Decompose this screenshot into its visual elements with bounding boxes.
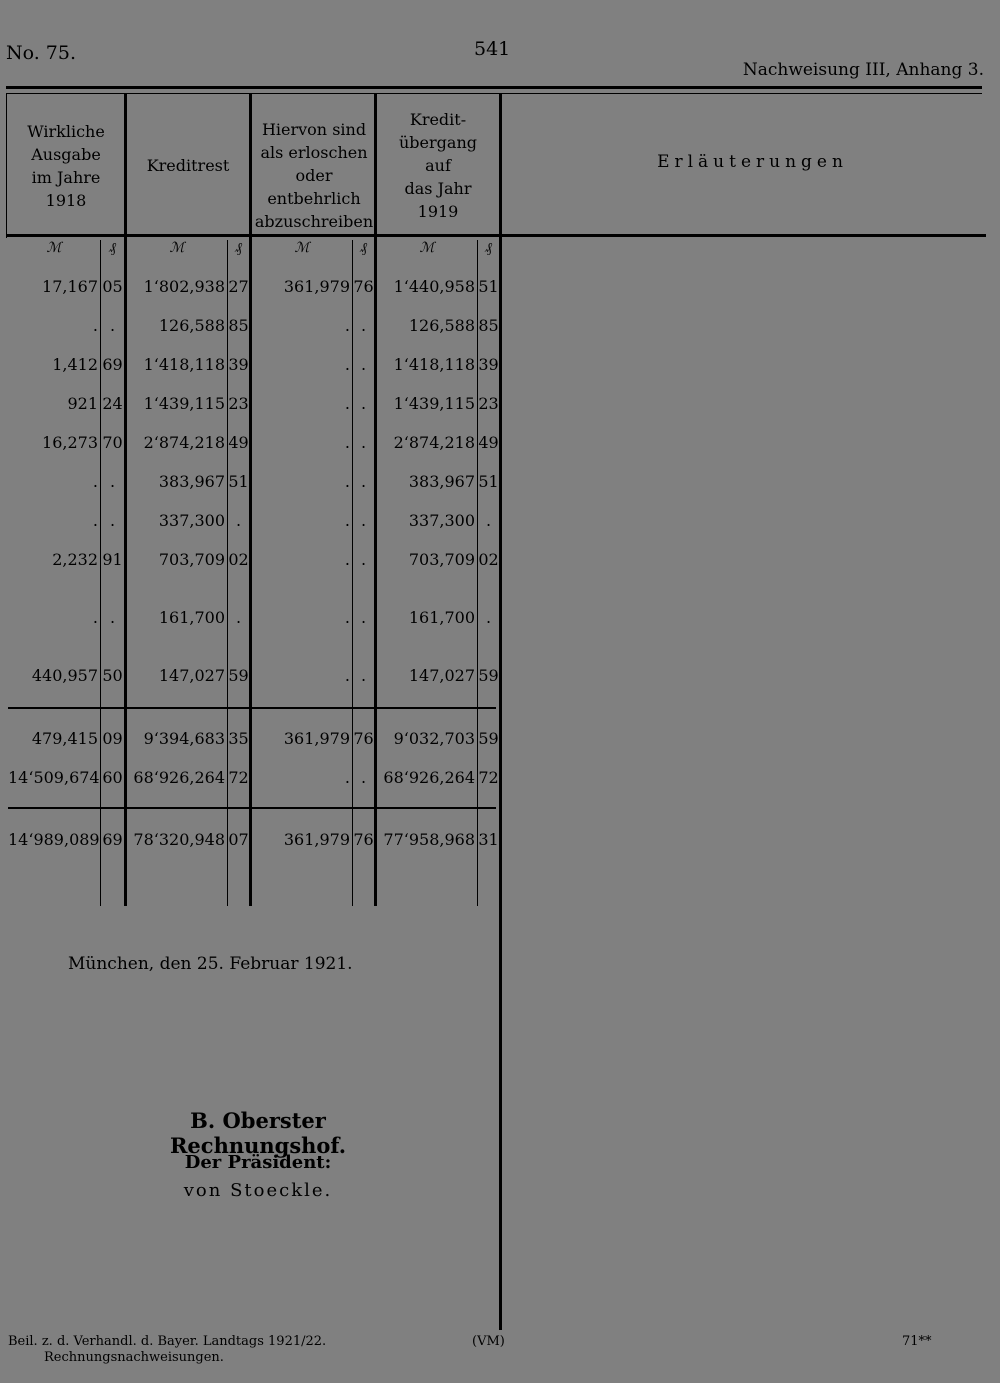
pfennig-cell: 85 [228, 316, 249, 335]
pfennig-cell: 70 [102, 433, 123, 452]
pfennig-cell: 59 [228, 666, 249, 685]
amount-cell: 68‘926,264 [133, 768, 225, 787]
amount-cell: 2‘874,218 [393, 433, 475, 452]
amount-cell: . [344, 768, 350, 787]
footer-right: 71** [902, 1334, 932, 1349]
amount-cell: 2‘874,218 [143, 433, 225, 452]
header-line: das Jahr [404, 179, 472, 198]
amount-cell: 361,979 [283, 277, 350, 296]
header-line: übergang [399, 133, 477, 152]
amount-cell: 383,967 [408, 472, 475, 491]
pfennig-cell: . [109, 608, 116, 627]
mark-unit: ℳ [46, 240, 62, 256]
amount-cell: 383,967 [158, 472, 225, 491]
amount-cell: . [344, 394, 350, 413]
amount-cell: . [92, 511, 98, 530]
amount-cell: 1‘418,118 [143, 355, 225, 374]
amount-cell: . [344, 608, 350, 627]
pfennig-cell: 39 [228, 355, 249, 374]
amount-cell: 9‘394,683 [143, 729, 225, 748]
pfennig-cell: . [360, 316, 367, 335]
subtotal-rule [8, 707, 496, 709]
amount-cell: 921 [67, 394, 98, 413]
amount-cell: . [344, 355, 350, 374]
amount-cell: 68‘926,264 [383, 768, 475, 787]
pfennig-cell: 91 [102, 550, 123, 569]
pfennig-cell: 51 [478, 277, 499, 296]
footer-left [8, 1334, 326, 1366]
header-line: abzuschreiben [254, 212, 374, 231]
pf-unit: ₰ [485, 240, 492, 256]
pfennig-cell: . [360, 666, 367, 685]
pfennig-cell: 85 [478, 316, 499, 335]
amount-cell: 361,979 [283, 729, 350, 748]
pfennig-cell: . [109, 316, 116, 335]
pfennig-cell: 09 [102, 729, 123, 748]
pfennig-cell: 76 [353, 729, 374, 748]
header-line: als erloschen [260, 143, 368, 162]
pfennig-cell: . [235, 511, 242, 530]
header-line: oder entbehrlich [267, 166, 361, 208]
pfennig-cell: 51 [478, 472, 499, 491]
amount-cell: 14‘509,674 [8, 768, 100, 787]
signature-role: Der Präsident: [184, 1152, 332, 1173]
amount-cell: 14‘989,089 [8, 830, 100, 849]
pfennig-cell: . [360, 394, 367, 413]
pf-unit: ₰ [360, 240, 367, 256]
amount-cell: 1‘439,115 [393, 394, 475, 413]
amount-cell: 337,300 [408, 511, 475, 530]
amount-cell: . [92, 472, 98, 491]
header-line: Ausgabe [31, 145, 101, 164]
document-title: Nachweisung III, Anhang 3. [742, 60, 984, 80]
left-margin-line [6, 94, 7, 238]
amount-cell: 147,027 [408, 666, 475, 685]
amount-cell: 161,700 [158, 608, 225, 627]
amount-cell: 1‘418,118 [393, 355, 475, 374]
mark-unit: ℳ [419, 240, 435, 256]
amount-cell: . [344, 316, 350, 335]
pf-unit: ₰ [109, 240, 116, 256]
amount-cell: . [344, 666, 350, 685]
amount-cell: 126,588 [408, 316, 475, 335]
pfennig-cell: 05 [102, 277, 123, 296]
amount-cell: 703,709 [408, 550, 475, 569]
amount-cell: 1,412 [52, 355, 98, 374]
pfennig-cell: 02 [228, 550, 249, 569]
pfennig-cell: 07 [228, 830, 249, 849]
pfennig-cell: . [360, 550, 367, 569]
header-line: Wirkliche [27, 122, 105, 141]
header-line: auf [425, 156, 451, 175]
page-number: 541 [474, 38, 511, 60]
header-credit-transfer [377, 108, 499, 223]
amount-cell: 1‘439,115 [143, 394, 225, 413]
header-line: 1919 [417, 202, 459, 221]
amount-cell: . [92, 608, 98, 627]
pfennig-cell: 59 [478, 666, 499, 685]
footer-left-line1: Beil. z. d. Verhandl. d. Bayer. Landtags 1921/22. [8, 1334, 327, 1349]
pfennig-cell: 49 [228, 433, 249, 452]
pfennig-cell: 35 [228, 729, 249, 748]
amount-cell: 16,273 [42, 433, 98, 452]
amount-cell: 161,700 [408, 608, 475, 627]
pfennig-cell: 69 [102, 830, 123, 849]
amount-cell: . [344, 550, 350, 569]
amount-cell: 1‘440,958 [393, 277, 475, 296]
amount-cell: . [344, 511, 350, 530]
pfennig-cell: 51 [228, 472, 249, 491]
signature-name: von Stoeckle. [183, 1180, 333, 1201]
pfennig-cell: 72 [228, 768, 249, 787]
pfennig-cell: 02 [478, 550, 499, 569]
pfennig-cell: . [360, 355, 367, 374]
pfennig-cell: 23 [228, 394, 249, 413]
amount-cell: 2,232 [52, 550, 98, 569]
header-line: Hiervon sind [261, 120, 367, 139]
mark-unit: ℳ [169, 240, 185, 256]
header-line: 1918 [45, 191, 87, 210]
pfennig-cell: 50 [102, 666, 123, 685]
header-actual-expenditure [8, 120, 124, 212]
pfennig-cell: 49 [478, 433, 499, 452]
amount-cell: 147,027 [158, 666, 225, 685]
footer-left-line2: Rechnungsnachweisungen. [44, 1350, 224, 1365]
pfennig-cell: . [360, 608, 367, 627]
pf-unit: ₰ [235, 240, 242, 256]
total-rule [8, 807, 496, 809]
pfennig-cell: . [235, 608, 242, 627]
header-explanations: Erläuterungen [657, 152, 848, 172]
header-bottom-rule [6, 234, 986, 237]
amount-cell: . [344, 472, 350, 491]
pfennig-cell: 23 [478, 394, 499, 413]
footer-center: (VM) [472, 1334, 505, 1349]
pfennig-cell: . [360, 768, 367, 787]
amount-cell: 440,957 [31, 666, 98, 685]
amount-cell: . [344, 433, 350, 452]
pfennig-cell: 69 [102, 355, 123, 374]
header-line: Kredit- [409, 110, 467, 129]
pfennig-cell: . [360, 472, 367, 491]
amount-cell: 337,300 [158, 511, 225, 530]
amount-cell: 1‘802,938 [143, 277, 225, 296]
pfennig-cell: . [360, 511, 367, 530]
place-date: München, den 25. Februar 1921. [68, 954, 353, 974]
mark-unit: ℳ [294, 240, 310, 256]
header-written-off [252, 118, 376, 233]
pfennig-cell: . [485, 511, 492, 530]
amount-cell: 17,167 [42, 277, 98, 296]
amount-cell: . [92, 316, 98, 335]
pfennig-cell: . [109, 511, 116, 530]
pfennig-cell: . [360, 433, 367, 452]
pfennig-cell: . [485, 608, 492, 627]
col4-divider [499, 94, 502, 1330]
pfennig-cell: 76 [353, 830, 374, 849]
pfennig-cell: 27 [228, 277, 249, 296]
header-line: im Jahre [31, 168, 101, 187]
pfennig-cell: 60 [102, 768, 123, 787]
amount-cell: 9‘032,703 [393, 729, 475, 748]
pfennig-cell: 76 [353, 277, 374, 296]
top-rule-thin [6, 93, 982, 94]
pfennig-cell: 39 [478, 355, 499, 374]
amount-cell: 361,979 [283, 830, 350, 849]
header-line: Kreditrest [146, 156, 230, 175]
amount-cell: 479,415 [31, 729, 98, 748]
top-rule-thick [6, 86, 982, 89]
pfennig-cell: . [109, 472, 116, 491]
amount-cell: 126,588 [158, 316, 225, 335]
signature-institution: B. Oberster Rechnungshof. [169, 1108, 347, 1158]
pfennig-cell: 59 [478, 729, 499, 748]
header-credit-remainder [127, 154, 249, 177]
pfennig-cell: 24 [102, 394, 123, 413]
amount-cell: 78‘320,948 [133, 830, 225, 849]
amount-cell: 703,709 [158, 550, 225, 569]
pfennig-cell: 72 [478, 768, 499, 787]
document-number: No. 75. [6, 42, 77, 64]
pfennig-cell: 31 [478, 830, 499, 849]
amount-cell: 77‘958,968 [383, 830, 475, 849]
